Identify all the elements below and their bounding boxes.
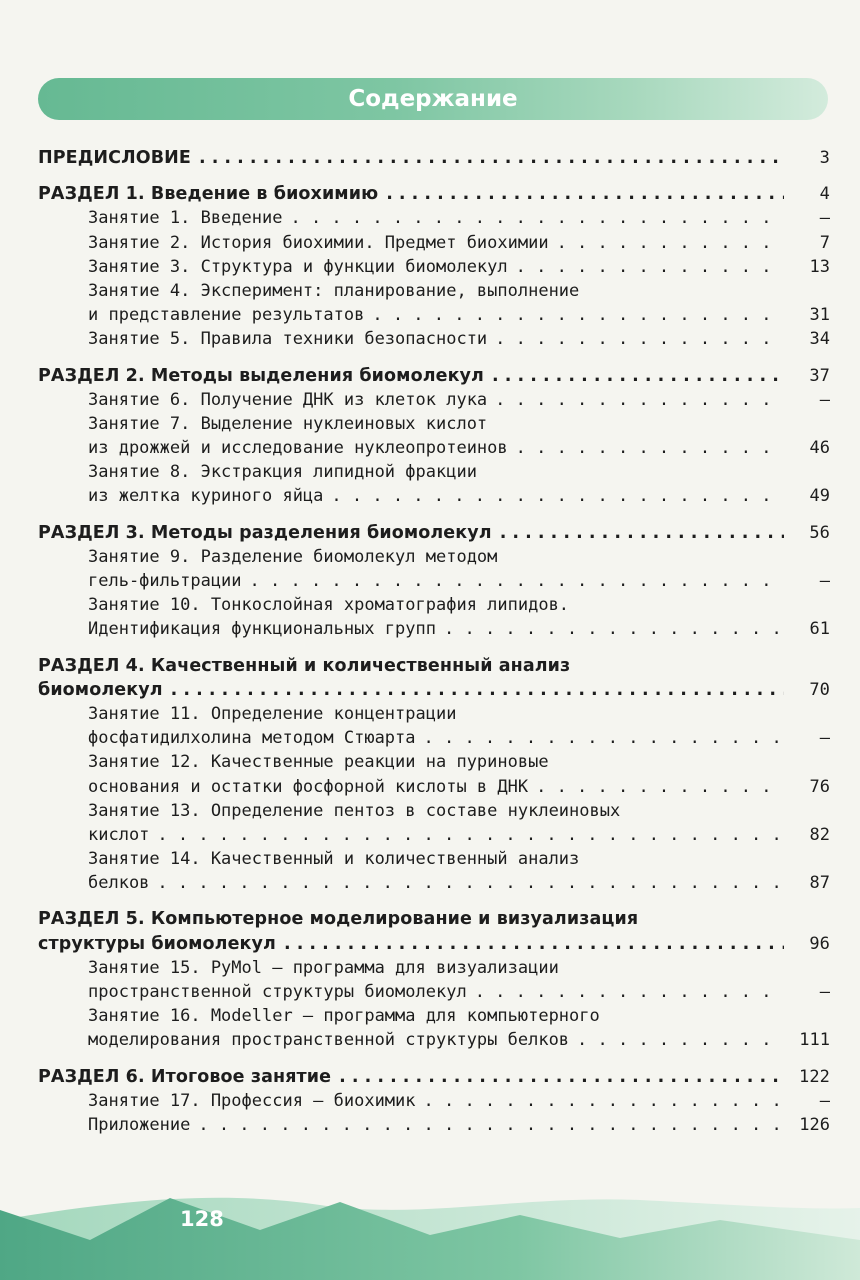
table-of-contents [38, 146, 830, 1137]
toc-line [38, 702, 830, 726]
toc-entry-text: и представление результатов [88, 305, 365, 326]
toc-line [38, 1065, 830, 1089]
toc-entry-text: Занятие 3. Структура и функции биомолекул [88, 256, 508, 277]
page-ref: 96 [809, 933, 830, 954]
toc-line [38, 1004, 830, 1028]
toc-entry-text: Занятие 9. Разделение биомолекул методом [88, 546, 498, 567]
toc-entry-text: РАЗДЕЛ 2. Методы выделения биомолекул [38, 365, 484, 386]
toc-line [38, 412, 830, 436]
toc-lesson[interactable] [38, 545, 830, 593]
page-title: Содержание [348, 86, 518, 112]
toc-entry-text: Занятие 2. История биохимии. Предмет биохимии [88, 232, 549, 253]
toc-entry-text: кислот [88, 824, 150, 845]
toc-entry-text: Занятие 17. Профессия — биохимик [88, 1090, 416, 1111]
toc-entry-text: РАЗДЕЛ 3. Методы разделения биомолекул [38, 522, 492, 543]
toc-line [38, 388, 830, 412]
toc-entry-text: Занятие 6. Получение ДНК из клеток лука [88, 389, 488, 410]
contents-header-banner [38, 78, 828, 120]
toc-lesson[interactable] [38, 460, 830, 508]
dot-leader [276, 932, 784, 956]
page-ref: 82 [809, 824, 830, 845]
toc-entry-text: Занятие 10. Тонкослойная хроматография липидов. [88, 595, 570, 616]
toc-line [38, 364, 830, 388]
toc-lesson[interactable] [38, 750, 830, 798]
page-ref: — [819, 571, 830, 591]
page-ref: — [819, 1090, 830, 1111]
toc-entry-text: из дрожжей и исследование нуклеопротеинов [88, 438, 508, 459]
toc-entry-text: Занятие 11. Определение концентрации [88, 703, 457, 724]
page-ref: 7 [819, 232, 830, 253]
toc-lesson[interactable] [38, 702, 830, 750]
toc-line [38, 956, 830, 980]
dot-leader [331, 1065, 784, 1089]
toc-entry-text: Занятие 4. Эксперимент: планирование, выполнение [88, 280, 580, 301]
page-ref: — [819, 982, 830, 1002]
toc-section[interactable] [38, 907, 830, 955]
toc-entry-text: Занятие 13. Определение пентоз в составе нуклеиновых [88, 800, 621, 821]
toc-entry-text: Занятие 15. PyMol — программа для визуализации [88, 957, 559, 978]
toc-section[interactable] [38, 364, 830, 388]
toc-line [38, 255, 830, 279]
toc-lesson[interactable] [38, 412, 830, 460]
page-ref: 31 [809, 305, 830, 326]
toc-line [38, 327, 830, 351]
toc-entry-text: Занятие 7. Выделение нуклеиновых кислот [88, 413, 488, 434]
dot-leader [163, 678, 784, 702]
toc-section[interactable] [38, 1065, 830, 1089]
dot-leader [190, 1113, 784, 1137]
dot-leader [492, 521, 784, 545]
toc-line [38, 871, 830, 895]
dot-leader [149, 871, 784, 895]
toc-section[interactable] [38, 521, 830, 545]
dot-leader [569, 1028, 784, 1052]
toc-lesson[interactable] [38, 1113, 830, 1137]
toc-line [38, 303, 830, 327]
toc-line [38, 799, 830, 823]
dot-leader [378, 182, 784, 206]
toc-entry-text: Занятие 1. Введение [88, 208, 283, 229]
toc-entry-text: Приложение [88, 1114, 191, 1135]
page-ref: 76 [809, 776, 830, 797]
page-ref: — [819, 389, 830, 410]
dot-leader [487, 327, 784, 351]
dot-leader [528, 775, 784, 799]
toc-lesson[interactable] [38, 1004, 830, 1052]
toc-line [38, 750, 830, 774]
toc-entry-text: РАЗДЕЛ 6. Итоговое занятие [38, 1066, 332, 1087]
toc-lesson[interactable] [38, 327, 830, 351]
toc-lesson[interactable] [38, 206, 830, 230]
dot-leader [549, 231, 784, 255]
page-ref: 70 [809, 679, 830, 700]
toc-entry-text: фосфатидилхолина методом Стюарта [88, 728, 416, 749]
toc-entry-text: Занятие 14. Качественный и количественный анализ [88, 849, 580, 870]
toc-lesson[interactable] [38, 847, 830, 895]
page-ref: 122 [798, 1066, 830, 1087]
toc-line [38, 1113, 830, 1137]
toc-line [38, 654, 830, 678]
toc-section[interactable] [38, 654, 830, 702]
toc-section[interactable] [38, 146, 830, 170]
dot-leader [364, 303, 784, 327]
toc-line [38, 146, 830, 170]
dot-leader [416, 726, 784, 750]
toc-entry-text: РАЗДЕЛ 1. Введение в биохимию [38, 184, 379, 205]
toc-line [38, 593, 830, 617]
page-ref: 13 [809, 256, 830, 277]
dot-leader [484, 364, 784, 388]
toc-line [38, 1089, 830, 1113]
page-ref: — [819, 208, 830, 229]
page-ref: 56 [809, 522, 830, 543]
page-number: 128 [180, 1207, 224, 1231]
toc-lesson[interactable] [38, 956, 830, 1004]
toc-line [38, 678, 830, 702]
page-ref: 126 [799, 1114, 830, 1135]
dot-leader [191, 146, 784, 170]
toc-lesson[interactable] [38, 799, 830, 847]
toc-line [38, 932, 830, 956]
toc-lesson[interactable] [38, 388, 830, 412]
toc-entry-text: гель-фильтрации [88, 571, 242, 591]
page-ref: 4 [819, 184, 830, 205]
toc-entry-text: Идентификация функциональных групп [88, 619, 436, 640]
toc-entry-text: Занятие 8. Экстракция липидной фракции [88, 462, 477, 483]
toc-line [38, 545, 830, 569]
toc-entry-text: основания и остатки фосфорной кислоты в ДНК [88, 776, 529, 797]
page-ref: 37 [809, 365, 830, 386]
toc-entry-text: РАЗДЕЛ 5. Компьютерное моделирование и визуализация [38, 909, 639, 930]
toc-entry-text: пространственной структуры биомолекул [88, 982, 467, 1002]
toc-line [38, 436, 830, 460]
dot-leader [416, 1089, 784, 1113]
page-ref: 3 [819, 148, 830, 168]
dot-leader [508, 255, 784, 279]
toc-lesson[interactable] [38, 255, 830, 279]
toc-entry-text: из желтка куриного яйца [88, 486, 324, 507]
toc-line [38, 775, 830, 799]
page-ref: 61 [809, 619, 830, 640]
toc-line [38, 206, 830, 230]
toc-entry-text: биомолекул [38, 679, 163, 700]
toc-line [38, 182, 830, 206]
dot-leader [323, 484, 784, 508]
toc-entry-text: моделирования пространственной структуры белков [88, 1030, 570, 1051]
dot-leader [487, 388, 784, 412]
toc-line [38, 231, 830, 255]
toc-entry-text: РАЗДЕЛ 4. Качественный и количественный анализ [38, 655, 571, 676]
toc-lesson[interactable] [38, 1089, 830, 1113]
toc-entry-text: Занятие 12. Качественные реакции на пуриновые [88, 752, 549, 773]
toc-line [38, 726, 830, 750]
toc-line [38, 907, 830, 931]
toc-line [38, 823, 830, 847]
page-ref: 46 [809, 438, 830, 459]
toc-line [38, 521, 830, 545]
toc-line [38, 980, 830, 1004]
dot-leader [436, 617, 784, 641]
toc-entry-text: белков [88, 873, 150, 894]
page-ref: 87 [809, 873, 830, 894]
toc-entry-text: ПРЕДИСЛОВИЕ [38, 148, 191, 168]
dot-leader [242, 569, 784, 593]
toc-lesson[interactable] [38, 231, 830, 255]
toc-line [38, 569, 830, 593]
dot-leader [508, 436, 784, 460]
toc-lesson[interactable] [38, 279, 830, 327]
dot-leader [282, 206, 784, 230]
toc-line [38, 279, 830, 303]
page-ref: 111 [799, 1030, 830, 1051]
footer-decoration [0, 1180, 860, 1280]
toc-line [38, 847, 830, 871]
dot-leader [467, 980, 784, 1004]
toc-entry-text: структуры биомолекул [38, 933, 276, 954]
dot-leader [149, 823, 784, 847]
toc-line [38, 617, 830, 641]
toc-lesson[interactable] [38, 593, 830, 641]
page-ref: 34 [809, 329, 830, 350]
toc-line [38, 460, 830, 484]
toc-entry-text: Занятие 16. Modeller — программа для компьютерного [88, 1006, 600, 1027]
page-ref: 49 [809, 486, 830, 507]
toc-line [38, 1028, 830, 1052]
page-ref: — [819, 728, 830, 749]
toc-line [38, 484, 830, 508]
toc-section[interactable] [38, 182, 830, 206]
toc-entry-text: Занятие 5. Правила техники безопасности [88, 329, 488, 350]
